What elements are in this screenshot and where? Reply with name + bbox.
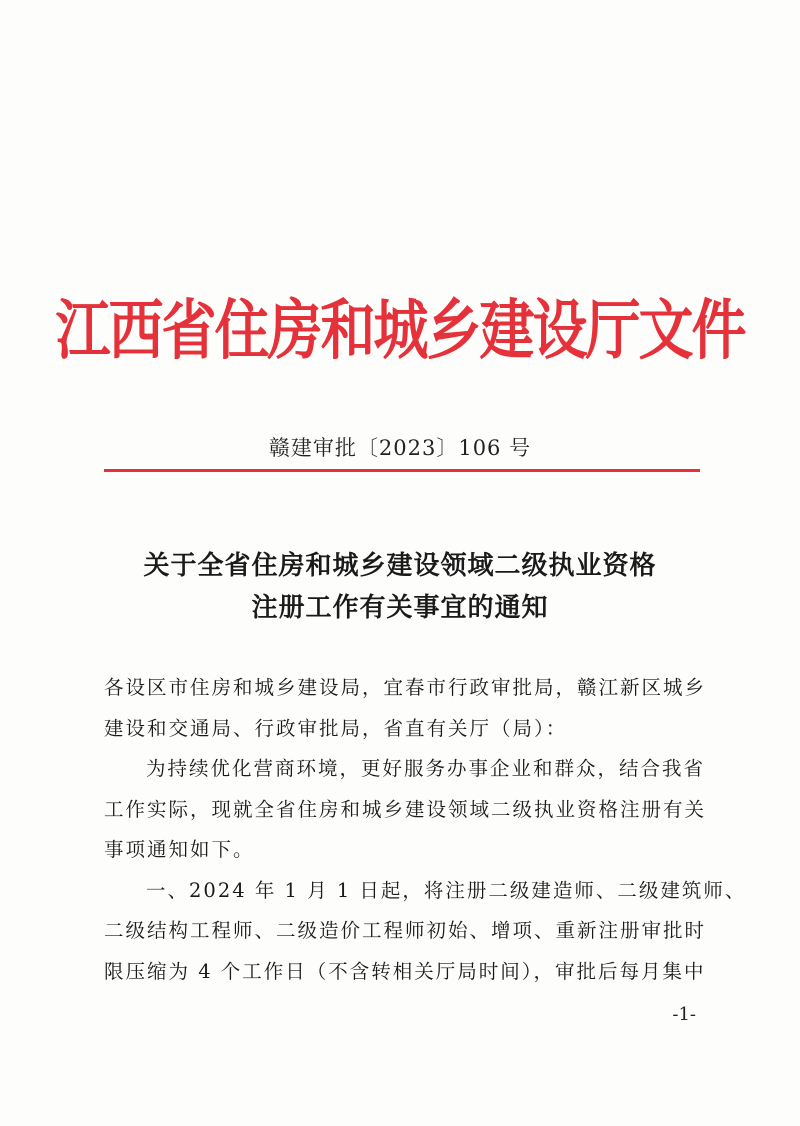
red-divider-line <box>104 469 700 472</box>
notice-body <box>104 668 747 992</box>
paragraph-1-line-1: 为持续优化营商环境，更好服务办事企业和群众，结合我省 <box>146 757 706 780</box>
paragraph-1-line-3: 事项通知如下。 <box>104 838 255 861</box>
paragraph-2-line-1: 一、2024 年 1 月 1 日起，将注册二级建造师、二级建筑师、 <box>146 878 747 902</box>
page-number: -1- <box>672 1004 696 1025</box>
addressee-line-1: 各设区市住房和城乡建设局，宜春市行政审批局，赣江新区城乡 <box>104 676 707 699</box>
notice-title <box>0 545 800 629</box>
addressee-line-2: 建设和交通局、行政审批局，省直有关厅（局）： <box>104 716 568 740</box>
paragraph-2-line-2: 二级结构工程师、二级造价工程师初始、增项、重新注册审批时 <box>104 919 707 942</box>
paragraph-1-line-2: 工作实际，现就全省住房和城乡建设领域二级执业资格注册有关 <box>104 797 707 821</box>
paragraph-2-line-3: 限压缩为 4 个工作日（不含转相关厅局时间），审批后每月集中 <box>104 959 706 983</box>
issuing-authority-header: 江西省住房和城乡建设厅文件 <box>55 290 745 368</box>
notice-title-line-2: 注册工作有关事宜的通知 <box>251 593 549 623</box>
notice-title-line-1: 关于全省住房和城乡建设领域二级执业资格 <box>143 551 657 581</box>
document-number: 赣建审批〔2023〕106 号 <box>268 436 532 460</box>
